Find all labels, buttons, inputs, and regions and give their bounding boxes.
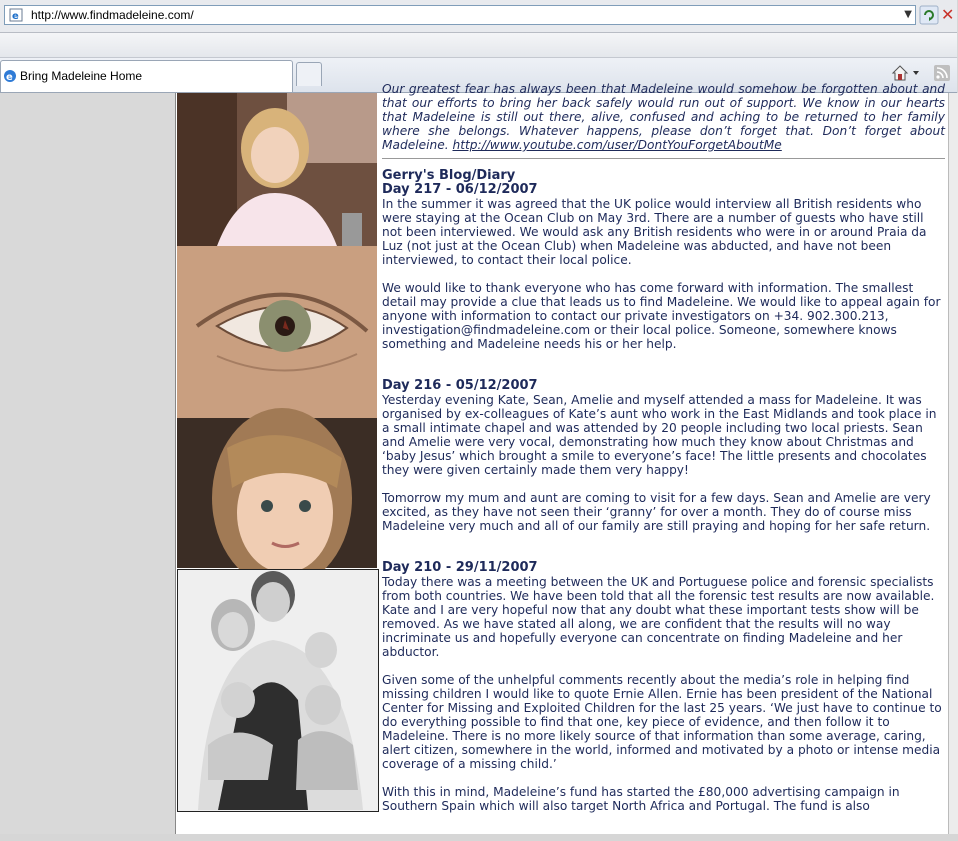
entry-paragraph: We would like to thank everyone who has come forward with information. The smallest detail may provide a clue that leads us to find Madeleine. We would like to appeal again for anyone with information to contact our private investigators on +34. 902.300.213, investigation@findmadeleine.com or their local police. Someone, somewhere knows something and Madeleine needs his or her help.: [382, 281, 941, 351]
entry-paragraph: Today there was a meeting between the UK and Portuguese police and forensic specialists from both countries. We have been told that all the forensic test results are now available. Kate and I are very hopeful now that any doubt what these important tests show will be removed. As we have stated all along, we are confident that the results will no way incriminate us and hopefully everyone can concentrate on finding Madeleine and her abductor.: [382, 575, 935, 659]
blog-entry: [382, 379, 945, 533]
url-text: http://www.findmadeleine.com/: [31, 8, 194, 22]
address-dropdown-icon[interactable]: ▼: [904, 9, 912, 20]
intro-text: Our greatest fear has always been that Madeleine would somehow be forgotten about and that our efforts to bring her back safely would run out of support. We know in our hearts that Madeleine is still out there, alive, confused and aching to be returned to her family where she belongs. Whatever happens, please don’t forget that. Don’t forget about Madeleine.: [382, 82, 945, 152]
page-viewport: [0, 82, 948, 834]
address-field[interactable]: [4, 5, 916, 25]
divider: [382, 158, 945, 159]
youtube-link[interactable]: http://www.youtube.com/user/DontYouForgetAboutMe: [452, 138, 782, 152]
scrollbar[interactable]: [948, 93, 958, 834]
svg-text:e: e: [6, 72, 13, 83]
blog-page: [175, 82, 949, 834]
blog-text-column: [382, 82, 945, 841]
entry-paragraph: With this in mind, Madeleine’s fund has started the £80,000 advertising campaign in Southern Spain which will also target North Africa and Portugal. The fund is also: [382, 785, 900, 813]
new-tab-button[interactable]: [296, 62, 322, 86]
stop-icon[interactable]: ✕: [941, 5, 955, 24]
ie-page-icon: [9, 8, 23, 22]
entry-paragraph: Given some of the unhelpful comments recently about the media’s role in helping find missing children I would like to quote Ernie Allen. Ernie has been president of the National Center for Missing and Exploited Children for the last 25 years. ‘We just have to continue to do everything possible to find that one, key piece of evidence, and then follow it to Madeleine. There is no more likely source of that information than some average, caring, alert citizen, somewhere in the world, informed and motivated by a photo or intense media coverage of a missing child.’: [382, 673, 942, 771]
tab-active[interactable]: [0, 60, 293, 92]
address-bar: [0, 0, 957, 33]
tab-title: Bring Madeleine Home: [20, 69, 143, 83]
blog-entry: [382, 183, 945, 351]
toolbar-strip: [0, 33, 957, 58]
madeleine-closeup-photo: [177, 418, 377, 568]
entry-title: Day 210 - 29/11/2007: [382, 560, 538, 575]
entry-title: Day 217 - 06/12/2007: [382, 182, 538, 197]
blog-entry: [382, 561, 945, 813]
blog-heading: Gerry's Blog/Diary: [382, 168, 516, 183]
family-photo: [177, 569, 379, 812]
home-icon[interactable]: [890, 63, 920, 83]
ie-page-icon: [3, 69, 17, 83]
entry-paragraph: Tomorrow my mum and aunt are coming to visit for a few days. Sean and Amelie are very excited, as they have not seen their ‘granny’ for over a month. They do of course miss Madeleine very much and all of our family are still praying and hoping for her safe return.: [382, 491, 931, 533]
refresh-icon[interactable]: [920, 6, 938, 24]
blog-intro: [382, 82, 945, 152]
madeleine-photo-kitchen: [177, 93, 377, 246]
page-left-margin: [0, 93, 175, 834]
entry-title: Day 216 - 05/12/2007: [382, 378, 538, 393]
svg-text:e: e: [12, 11, 19, 22]
entry-paragraph: Yesterday evening Kate, Sean, Amelie and myself attended a mass for Madeleine. It was organised by ex-colleagues of Kate’s aunt who work in the East Midlands and took place in a small intimate chapel and was attended by 20 people including two local priests. Sean and Amelie were very vocal, demonstrating how much they know about Christmas and ‘baby Jesus’ which brought a smile to everyone’s face! The little presents and chocolates they were given certainly made them very happy!: [382, 393, 937, 477]
entry-paragraph: In the summer it was agreed that the UK police would interview all British residents who were staying at the Ocean Club on May 3rd. There are a number of guests who have still not been interviewed. We would ask any British residents who were in or around Praia da Luz (not just at the Ocean Club) when Madeleine was abducted, and have not been interviewed, to contact their local police.: [382, 197, 927, 267]
madeleine-eye-photo: [177, 246, 377, 418]
feed-icon[interactable]: [934, 65, 950, 81]
